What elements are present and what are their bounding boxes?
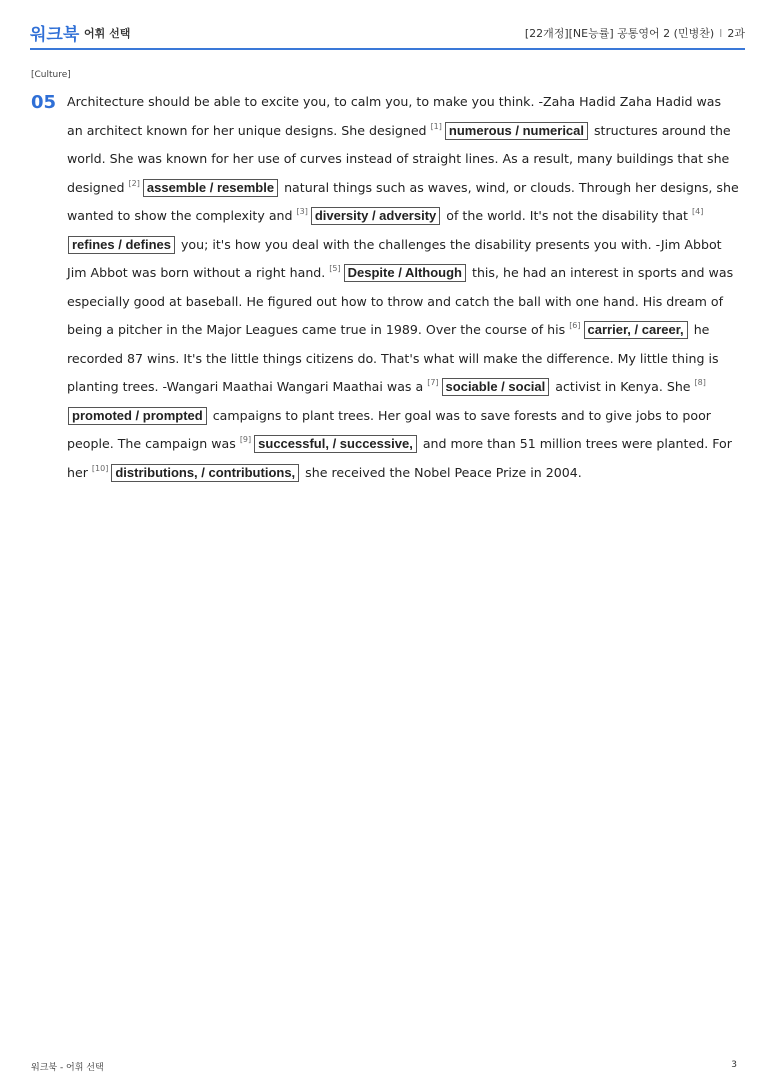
lesson-label: 2과 xyxy=(727,27,745,40)
blank-number: [8] xyxy=(694,378,706,387)
passage-segment: campaigns to plant trees. Her goal was to save forests and to give jobs to poor people. The campaign was xyxy=(67,407,711,451)
blank-number: [10] xyxy=(91,463,109,473)
page-header xyxy=(30,18,745,50)
separator: I xyxy=(719,27,723,40)
choice-box-10[interactable]: distributions, / contributions, xyxy=(111,464,299,482)
blank-number: [5] xyxy=(329,264,341,273)
choice-box-1[interactable]: numerous / numerical xyxy=(445,122,588,140)
blank-number: [2] xyxy=(128,178,140,188)
choice-box-3[interactable]: diversity / adversity xyxy=(311,207,440,225)
blank-number: [6] xyxy=(569,321,581,330)
passage-segment: of the world. It's not the disability that xyxy=(446,208,688,223)
choice-box-7[interactable]: sociable / social xyxy=(442,378,550,396)
passage-text xyxy=(67,88,739,487)
choice-box-5[interactable]: Despite / Although xyxy=(344,264,466,282)
passage-segment: Architecture should be able to excite you, to calm you, to make you think. -Zaha Hadid Zaha Hadid was an architect known for her unique designs. She designed xyxy=(67,94,722,138)
choice-box-4[interactable]: refines / defines xyxy=(68,236,175,254)
blank-number: [3] xyxy=(296,207,308,216)
choice-box-8[interactable]: promoted / prompted xyxy=(68,407,207,425)
passage-segment: structures around the world. She was known for her use of curves instead of straight lines. As a result, many buildings that she designed xyxy=(67,122,731,195)
choice-box-6[interactable]: carrier, / career, xyxy=(584,321,688,339)
passage-segment: she received the Nobel Peace Prize in 2004. xyxy=(305,464,582,480)
passage-segment: activist in Kenya. She xyxy=(555,379,691,394)
course-info xyxy=(525,25,745,41)
section-tag: [Culture] xyxy=(31,70,71,80)
blank-number: [9] xyxy=(239,435,252,444)
footer-label: 워크북 - 어휘 선택 xyxy=(31,1063,104,1073)
choice-box-2[interactable]: assemble / resemble xyxy=(143,179,278,197)
passage-segment: natural things such as waves, wind, or clouds. Through her designs, she wanted to show the complexity and xyxy=(67,179,739,223)
blank-number: [4] xyxy=(691,207,704,216)
question-number: 05 xyxy=(31,92,57,113)
course-title: [22개정][NE능률] 공통영어 2 (민병찬) xyxy=(524,27,715,40)
page-number: 3 xyxy=(731,1060,737,1070)
passage-segment: you; it's how you deal with the challenges the disability presents you with. -Jim Abbot Jim Abbot was born without a right hand. xyxy=(67,236,722,280)
blank-number: [7] xyxy=(427,378,439,387)
passage-segment: and more than 51 million trees were planted. For her xyxy=(67,436,732,480)
passage-segment: this, he had an interest in sports and was especially good at baseball. He figured out how to throw and catch the ball with one hand. His dream of being a pitcher in the Major Leagues came true in 1989. Over the course of his xyxy=(67,265,734,337)
passage-segment: he recorded 87 wins. It's the little things citizens do. That's what will make the difference. My little thing is planting trees. -Wangari Maathai Wangari Maathai was a xyxy=(67,322,719,394)
workbook-subtitle: 어휘 선택 xyxy=(84,27,131,40)
choice-box-9[interactable]: successful, / successive, xyxy=(254,435,417,453)
blank-number: [1] xyxy=(430,121,442,131)
workbook-title: 워크북 xyxy=(30,25,80,45)
